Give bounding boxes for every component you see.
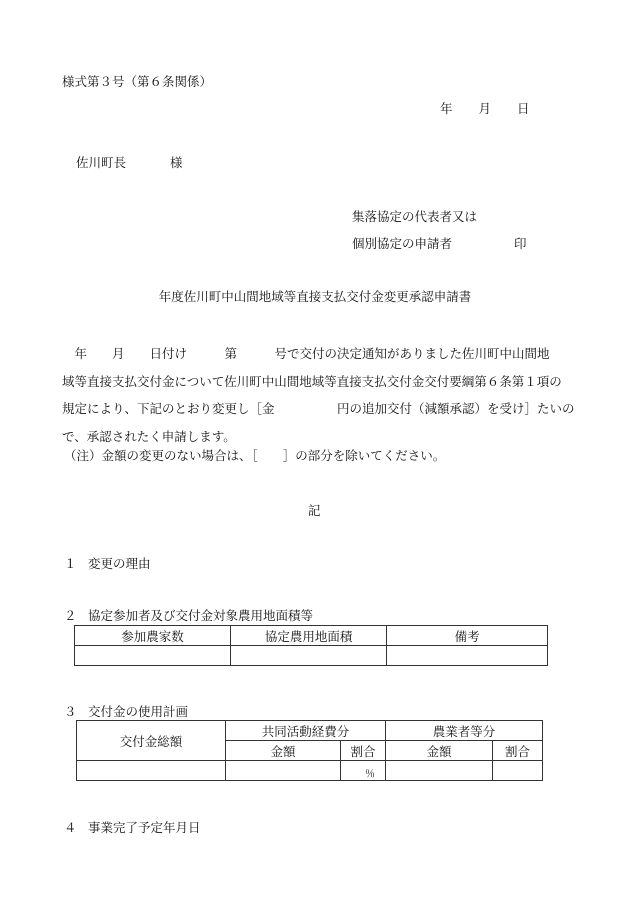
header-cell: 備考 xyxy=(387,626,548,646)
applicant-label: 個別協定の申請者 xyxy=(352,236,453,251)
section-number: ２ xyxy=(64,608,77,623)
body-line: 年 月 日付け 第 号で交付の決定通知がありました佐川町中山間地 xyxy=(62,346,550,361)
total-header-cell: 交付金総額 xyxy=(77,721,226,761)
table-row xyxy=(77,761,543,781)
section-title: 事業完了予定年月日 xyxy=(88,820,201,835)
date-line xyxy=(440,99,530,117)
applicant-line-2 xyxy=(352,234,527,252)
date-month-label: 月 xyxy=(478,101,492,116)
section-number: １ xyxy=(64,556,77,571)
percent-cell[interactable] xyxy=(341,761,386,781)
applicant-line-1: 集落協定の代表者又は xyxy=(352,209,478,224)
amount-header-cell: 金額 xyxy=(226,741,341,761)
table-header-row xyxy=(75,626,548,646)
section-1-heading xyxy=(64,554,151,572)
section-2-heading xyxy=(64,606,313,624)
section-3-heading xyxy=(64,702,188,720)
date-day-label: 日 xyxy=(517,101,530,116)
section-number: ４ xyxy=(64,820,77,835)
amount-header-cell: 金額 xyxy=(386,741,493,761)
blank-cell[interactable] xyxy=(75,646,231,666)
recipient-name: 佐川町長 xyxy=(76,155,127,170)
header-cell: 協定農用地面積 xyxy=(231,626,387,646)
group-header-cell: 共同活動経費分 xyxy=(226,721,386,741)
section-number: ３ xyxy=(64,704,77,719)
section-title: 協定参加者及び交付金対象農用地面積等 xyxy=(88,608,314,623)
blank-cell[interactable] xyxy=(231,646,387,666)
body-paragraph xyxy=(62,340,575,450)
blank-cell[interactable] xyxy=(226,761,341,781)
percent-sign: ％ xyxy=(365,769,375,780)
group-header-cell: 農業者等分 xyxy=(386,721,543,741)
recipient xyxy=(76,153,183,171)
ratio-header-cell: 割合 xyxy=(493,741,543,761)
recipient-honorific: 様 xyxy=(170,155,183,170)
blank-cell[interactable] xyxy=(493,761,543,781)
section-title: 変更の理由 xyxy=(88,556,151,571)
blank-cell[interactable] xyxy=(387,646,548,666)
seal-mark: 印 xyxy=(514,236,527,251)
note: （注）金額の変更のない場合は、［ ］の部分を除いてください。 xyxy=(64,448,446,463)
body-line: で、承認されたく申請します。 xyxy=(62,428,236,444)
blank-cell[interactable] xyxy=(386,761,493,781)
ki-marker: 記 xyxy=(308,503,321,518)
table-row xyxy=(75,646,548,666)
ratio-header-cell: 割合 xyxy=(341,741,386,761)
usage-plan-table xyxy=(76,720,543,781)
body-line: 規定により、下記のとおり変更し［金 円の追加交付（減額承認）を受け］たいの xyxy=(62,401,575,416)
header-cell: 参加農家数 xyxy=(75,626,231,646)
date-year-label: 年 xyxy=(440,101,453,116)
blank-cell[interactable] xyxy=(77,761,226,781)
document-title: 年度佐川町中山間地域等直接支払交付金変更承認申請書 xyxy=(158,289,472,304)
section-title: 交付金の使用計画 xyxy=(88,704,189,719)
participants-table xyxy=(74,625,548,666)
table-header-row xyxy=(77,721,543,741)
body-line: 域等直接支払交付金について佐川町中山間地域等直接支払交付金交付要綱第６条第１項の xyxy=(62,373,562,389)
section-4-heading xyxy=(64,818,201,836)
form-label: 様式第３号（第６条関係） xyxy=(62,74,213,89)
